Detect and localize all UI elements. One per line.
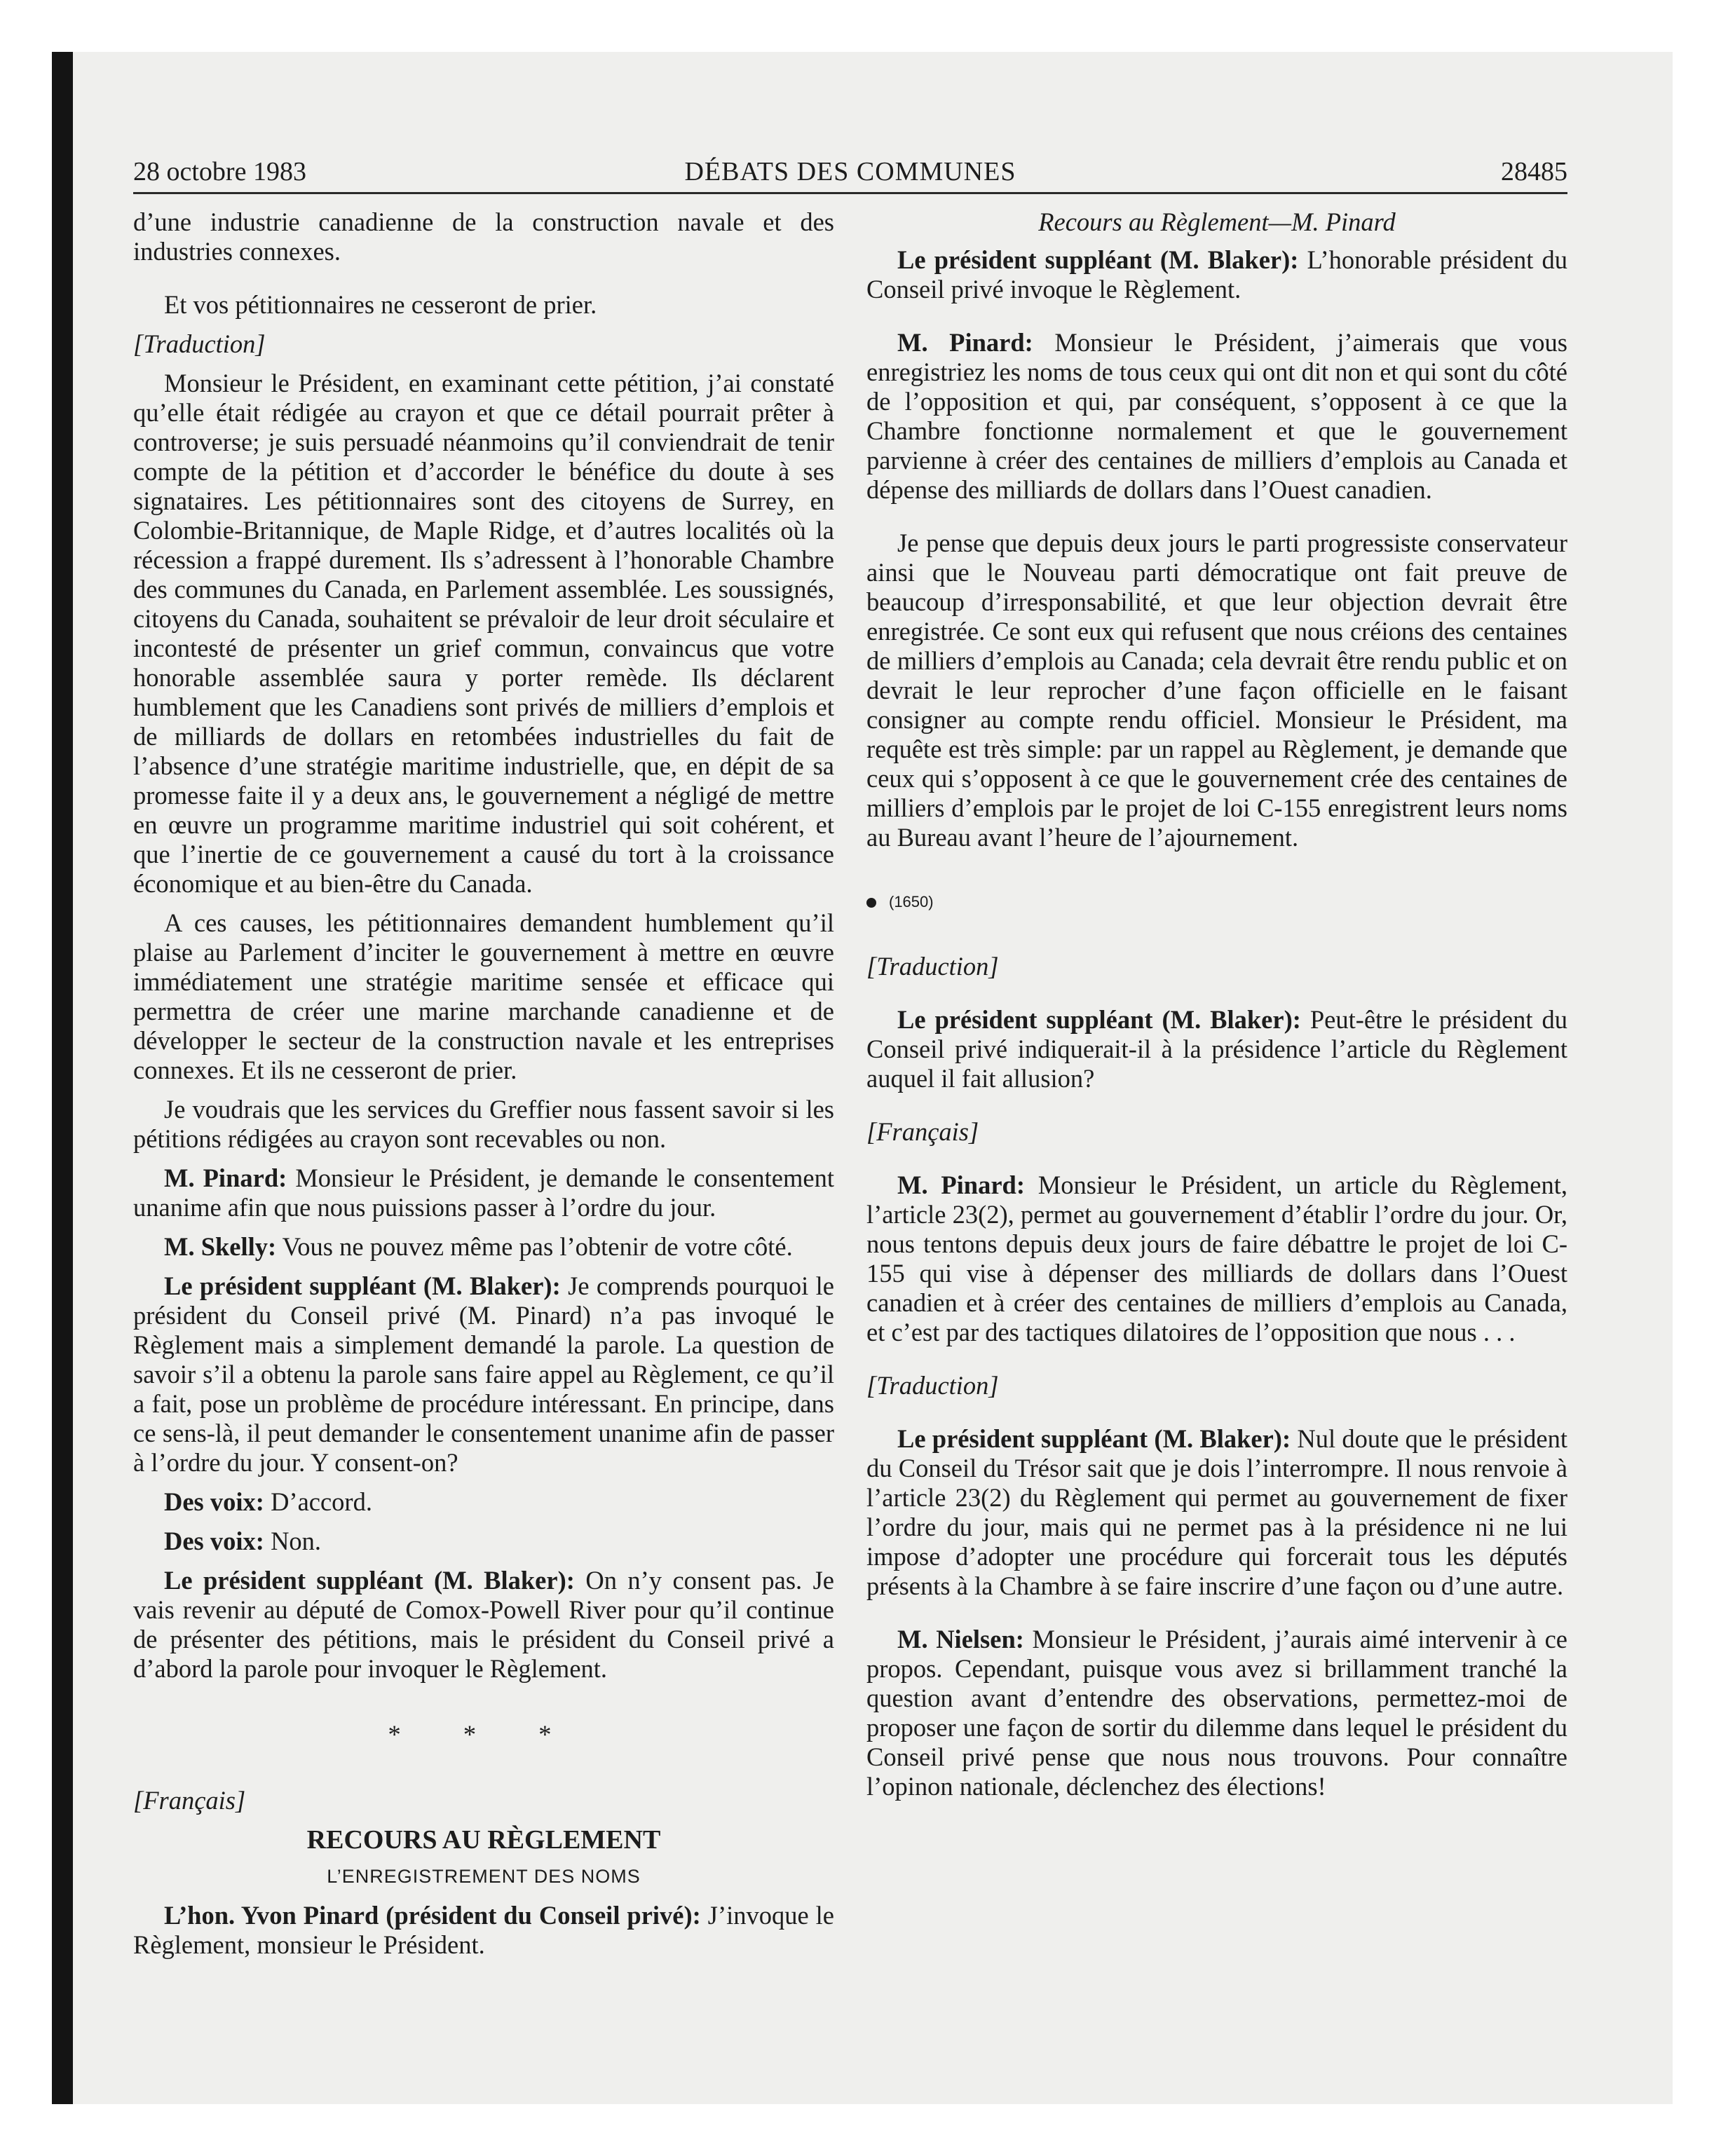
speaker: Le président suppléant (M. Blaker): [897,245,1299,274]
speech [866,328,1567,505]
speech-text: Monsieur le Président, j’aurais aimé intervenir à ce propos. Cependant, puisque vous avez si brillamment tranché la question avant d’entendre des observations, permettez-moi de proposer une façon de sortir du dilemme dans lequel le président du Conseil privé pense que nous nous trouvons. Pour connaître l’opinon nationale, déclenchez des élections! [866,1625,1567,1801]
section-title: RECOURS AU RÈGLEMENT [306,1825,661,1855]
speech [866,1625,1567,1801]
language-note: [Français] [866,1117,979,1146]
speech [133,1566,834,1684]
speaker: Le président suppléant (M. Blaker): [897,1424,1291,1453]
speech-text: On n’y consent pas. Je vais revenir au député de Comox-Powell River pour qu’il continue de présenter des pétitions, mais le président du Conseil privé a d’abord la parole pour invoquer le Règlement. [133,1566,835,1683]
time-marker [866,887,1567,917]
speech [133,1527,834,1556]
header-page-number: 28485 [1501,157,1567,186]
paragraph: Je voudrais que les services du Greffier nous fassent savoir si les pétitions rédigées au crayon sont recevables ou non. [133,1095,834,1153]
speech-text: L’honorable président du Conseil privé invoque le Règlement. [866,245,1567,303]
speech-text: Monsieur le Président, je demande le consentement unanime afin que nous puissions passer à l’ordre du jour. [133,1164,834,1222]
bullet-icon [866,898,876,908]
speech [133,1271,834,1478]
speaker: Des voix: [164,1527,264,1555]
speech-text: Peut-être le président du Conseil privé indiquerait-il à la présidence l’article du Règlement auquel il fait allusion? [866,1005,1567,1093]
speaker: M. Pinard: [897,1171,1025,1199]
language-note: [Traduction] [866,1371,999,1400]
speaker: M. Pinard: [897,328,1033,357]
speaker: L’hon. Yvon Pinard (président du Conseil privé): [164,1901,701,1930]
speech-text: Nul doute que le président du Conseil du Trésor sait que je dois l’interrompre. Il nous renvoie à l’article 23(2) du Règlement qui permet au gouvernement de fixer l’ordre du jour, mais qui ne permet pas à la présidence ni ne lui impose d’adopter une procédure qui forcerait tous les députés présents à la Chambre à se faire inscrire d’une façon ou d’une autre. [866,1424,1567,1600]
speech [866,1171,1567,1347]
paragraph: Et vos pétitionnaires ne cesseront de prier. [164,290,597,319]
header-title: DÉBATS DES COMMUNES [684,157,1016,186]
speech-text: D’accord. [264,1487,372,1516]
speech-text: Je comprends pourquoi le président du Conseil privé (M. Pinard) n’a pas invoqué le Règlement mais a simplement demandé la parole. La question de savoir s’il a obtenu la parole sans faire appel au Règlement, ce qu’il a fait, pose un problème de procédure intéressant. En principe, dans ce sens-là, il peut demander le consentement unanime afin de passer à l’ordre du jour. Y consent-on? [133,1271,834,1477]
speech [866,245,1567,304]
speech-text: Monsieur le Président, j’aimerais que vous enregistriez les noms de tous ceux qui ont dit non et qui sont du côté de l’opposition et qui, par conséquent, s’opposent à ce que la Chambre fonctionne normalement et que le gouvernement parvienne à créer des centaines de milliers d’emplois au Canada et dépense des milliards de dollars dans l’Ouest canadien. [866,328,1568,504]
paragraph: d’une industrie canadienne de la construction navale et des industries connexes. [133,207,834,266]
speech-text: J’invoque le Règlement, monsieur le Président. [133,1901,834,1959]
page-spine-shadow [52,52,73,2104]
header-date: 28 octobre 1983 [133,157,306,186]
speech [133,1487,834,1517]
speech [866,1005,1567,1093]
speech-text: Non. [264,1527,322,1555]
time-text: (1650) [889,893,934,910]
left-column [133,207,834,1960]
speech [133,1164,834,1222]
section-separator: * * * [388,1720,580,1749]
speaker: M. Pinard: [164,1164,287,1192]
speech-text: Monsieur le Président, un article du Règlement, l’article 23(2), permet au gouvernement d’établir l’ordre du jour. Or, nous tentons depuis deux jours de faire débattre le projet de loi C-155 qui vise à dépenser des milliards de dollars dans l’Ouest canadien et à créer des centaines de milliers d’emplois au Canada, et c’est par des tactiques dilatoires de l’opposition que nous . . . [866,1171,1567,1346]
speaker: Des voix: [164,1487,264,1516]
paragraph: A ces causes, les pétitionnaires demandent humblement qu’il plaise au Parlement d’inciter le gouvernement à mettre en œuvre immédiatement une stratégie maritime sensée et efficace qui permettra de créer une marine marchande canadienne et de développer le secteur de la construction navale et les entreprises connexes. Et ils ne cesseront de prier. [133,908,834,1084]
language-note: [Français] [133,1786,246,1815]
language-note: [Traduction] [866,952,999,981]
speech [133,1232,834,1262]
right-column [866,207,1567,1801]
section-subtitle: L’ENREGISTREMENT DES NOMS [327,1866,641,1887]
paragraph: Monsieur le Président, en examinant cette pétition, j’ai constaté qu’elle était rédigée au crayon et que ce détail pourrait prêter à controverse; je suis persuadé néanmoins qu’il conviendrait de tenir compte de la pétition et d’accorder le bénéfice du doute à ses signataires. Les pétitionnaires sont des citoyens de Surrey, en Colombie-Britannique, de Maple Ridge, et d’autres localités où la récession a frappé durement. Ils s’adressent à l’honorable Chambre des communes du Canada, en Parlement assemblée. Les soussignés, citoyens du Canada, souhaitent se prévaloir de leur droit séculaire et incontesté de présenter un grief commun, convaincus que votre honorable assemblée saura y porter remède. Ils déclarent humblement que les Canadiens sont privés de milliers d’emplois et de milliards de dollars en retombées industrielles du fait de l’absence d’une stratégie maritime industrielle, que, en dépit de sa promesse faite il y a deux ans, le gouvernement a négligé de mettre en œuvre un programme maritime industriel qui soit cohérent, et que l’inertie de ce gouvernement a causé du tort à la croissance économique et au bien-être du Canada. [133,369,834,898]
speaker: Le président suppléant (M. Blaker): [164,1566,575,1595]
running-head: Recours au Règlement—M. Pinard [1038,207,1396,236]
speaker: M. Skelly: [164,1232,277,1261]
speech-text: Vous ne pouvez même pas l’obtenir de votre côté. [276,1232,793,1261]
speech [133,1901,834,1960]
speech [866,1424,1567,1601]
speaker: M. Nielsen: [897,1625,1024,1653]
speaker: Le président suppléant (M. Blaker): [897,1005,1301,1034]
language-note: [Traduction] [133,329,266,358]
speaker: Le président suppléant (M. Blaker): [164,1271,561,1300]
paragraph: Je pense que depuis deux jours le parti progressiste conservateur ainsi que le Nouveau parti démocratique ont fait preuve de beaucoup d’irresponsabilité, et que leur objection devrait être enregistrée. Ce sont eux qui refusent que nous créions des centaines de milliers d’emplois au Canada; cela devrait être rendu public et on devrait le leur reprocher d’une façon officielle en le faisant consigner au compte rendu officiel. Monsieur le Président, ma requête est très simple: par un rappel au Règlement, je demande que ceux qui s’opposent à ce que le gouvernement crée des centaines de milliers d’emplois par le projet de loi C-155 enregistrent leurs noms au Bureau avant l’heure de l’ajournement. [866,528,1567,852]
page-header [133,156,1567,194]
